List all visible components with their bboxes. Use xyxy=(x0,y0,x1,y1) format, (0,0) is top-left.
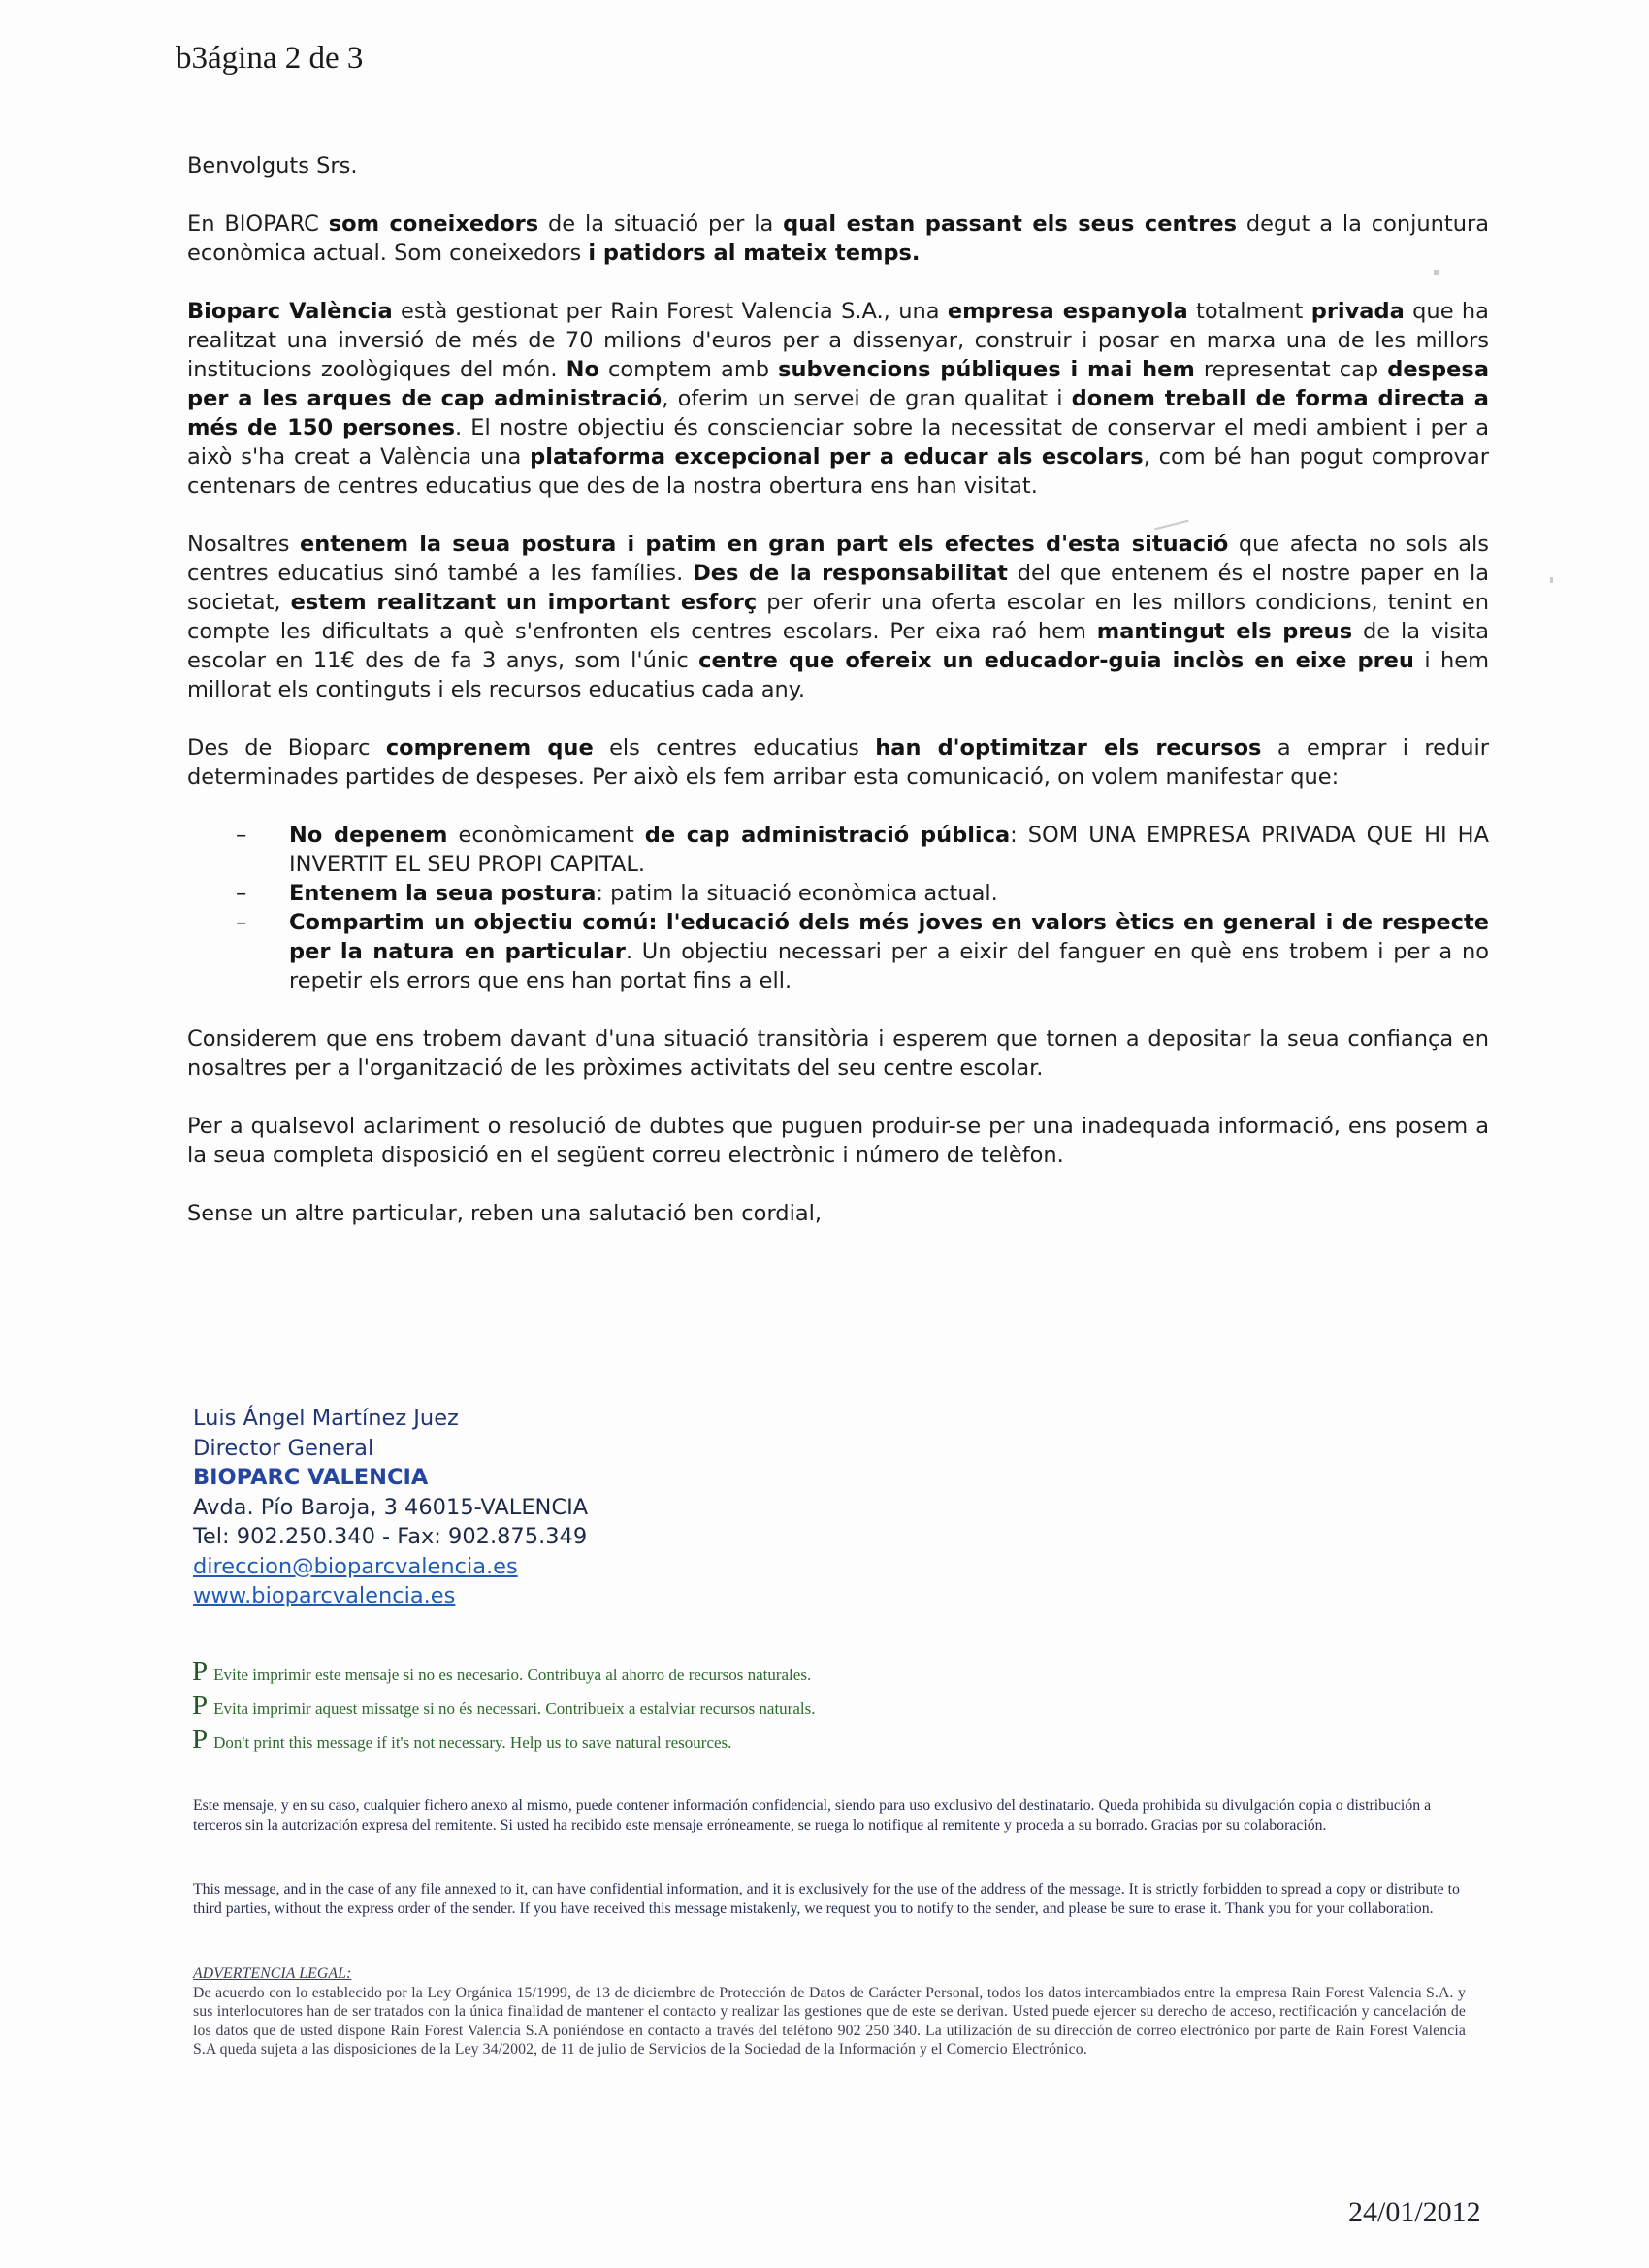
signer-title: Director General xyxy=(193,1435,374,1461)
bold-text-segment: estem realitzant un important esforç xyxy=(290,590,758,615)
text-segment: , com bé han pogut comprovar centenars de centres educatius que des de la nostra obertura ens han visitat. xyxy=(187,444,1490,499)
text-segment: degut a la conjuntura econòmica actual. Som coneixedors xyxy=(187,211,1490,266)
paragraph-contact-offer: Per a qualsevol aclariment o resolució de dubtes que puguen produir-se per una inadequada informació, ens posem a la seua completa disposició en el següent correu electrònic i número de telèfon. xyxy=(187,1114,1489,1168)
list-item xyxy=(187,879,1489,908)
signer-name: Luis Ángel Martínez Juez xyxy=(193,1406,459,1431)
text-segment: : patim la situació econòmica actual. xyxy=(596,881,998,906)
list-item xyxy=(187,908,1489,995)
text-segment: : SOM UNA EMPRESA PRIVADA QUE HI HA INVERTIT EL SEU PROPI CAPITAL. xyxy=(289,823,1489,877)
letter-body xyxy=(187,151,1489,1228)
email-link[interactable]: direccion@bioparcvalencia.es xyxy=(193,1553,518,1579)
bold-text-segment: centre que ofereix un educador-guia inclòs en eixe preu xyxy=(698,648,1414,673)
bold-text-segment: plataforma excepcional per a educar als escolars xyxy=(530,444,1144,470)
document-date: 24/01/2012 xyxy=(1348,2196,1481,2228)
text-segment: els centres educatius xyxy=(593,735,876,761)
text-segment: que ha realitzat una inversió de més de 70 milions d'euros per a dissenyar, construir i posar en marxa una de les millors institucions zoològiques del món. xyxy=(187,299,1489,382)
text-segment: . Un objectiu necessari per a eixir del fanguer en què ens trobem i per a no repetir els errors que ens han portat fins a ell. xyxy=(289,939,1489,993)
text-segment: està gestionat per Rain Forest Valencia S.A., una xyxy=(392,299,948,324)
text-segment: En BIOPARC xyxy=(187,211,329,237)
bold-text-segment: de cap administració pública xyxy=(644,823,1011,848)
eco-print-notice xyxy=(192,1656,815,1758)
list-item-text xyxy=(289,910,1489,993)
dash-bullet-icon: – xyxy=(236,910,247,935)
text-segment: de la visita escolar en 11€ des de fa 3 anys, som l'únic xyxy=(187,619,1489,673)
bold-text-segment: han d'optimitzar els recursos xyxy=(875,735,1262,761)
leaf-icon: P xyxy=(192,1724,209,1755)
text-segment: comptem amb xyxy=(598,357,779,382)
bold-text-segment: Entenem la seua postura xyxy=(289,881,597,906)
text-segment: econòmicament xyxy=(447,823,645,848)
bold-text-segment: Des de la responsabilitat xyxy=(693,561,1008,586)
dash-bullet-icon: – xyxy=(236,881,247,906)
bold-text-segment: Compartim un objectiu comú: l'educació dels més joves en valors ètics en general i de respecte per la natura en particular xyxy=(289,910,1489,964)
confidentiality-notice-spanish: Este mensaje, y en su caso, cualquier fichero anexo al mismo, puede contener información confidencial, siendo para uso exclusivo del destinatario. Queda prohibida su divulgación copia o distribución a terceros sin la autorización expresa del remitente. Si usted ha recibido este mensaje erróneamente, se ruega lo notifique al remitente y proceda a su borrado. Gracias por su colaboración. xyxy=(193,1798,1432,1833)
eco-notice-text: Evite imprimir este mensaje si no es necesario. Contribuya al ahorro de recursos naturales. xyxy=(213,1666,812,1684)
eco-notice-spanish xyxy=(192,1656,815,1690)
company-address: Avda. Pío Baroja, 3 46015-VALENCIA xyxy=(193,1494,589,1520)
scan-speck xyxy=(1550,577,1553,583)
legal-warning-title: ADVERTENCIA LEGAL: xyxy=(193,1965,352,1982)
bold-text-segment: despesa per a les arques de cap administració xyxy=(187,357,1489,411)
dash-bullet-icon: – xyxy=(236,823,247,848)
company-phone-fax: Tel: 902.250.340 - Fax: 902.875.349 xyxy=(193,1524,588,1549)
eco-notice-catalan xyxy=(192,1690,815,1724)
list-item xyxy=(187,821,1489,879)
bold-text-segment: som coneixedors xyxy=(328,211,539,237)
text-segment: Nosaltres xyxy=(187,532,301,557)
text-segment: i hem millorat els continguts i els recursos educatius cada any. xyxy=(187,648,1489,702)
leaf-icon: P xyxy=(192,1690,209,1721)
page-number-header: b3ágina 2 de 3 xyxy=(176,41,364,76)
eco-notice-text: Evita imprimir aquest missatge si no és necessari. Contribueix a estalviar recursos naturals. xyxy=(213,1700,816,1718)
eco-notice-text: Don't print this message if it's not necessary. Help us to save natural resources. xyxy=(213,1733,732,1752)
text-segment: . El nostre objectiu és conscienciar sobre la necessitat de conservar el medi ambient i per a això s'ha creat a València una xyxy=(187,415,1489,470)
bold-text-segment: qual estan passant els seus centres xyxy=(783,211,1237,237)
bold-text-segment: mantingut els preus xyxy=(1096,619,1353,644)
statement-list xyxy=(187,821,1489,995)
text-segment: del que entenem és el nostre paper en la societat, xyxy=(187,561,1489,615)
text-segment: Des de Bioparc xyxy=(187,735,386,761)
leaf-icon: P xyxy=(192,1656,209,1687)
website-link[interactable]: www.bioparcvalencia.es xyxy=(193,1583,456,1608)
confidentiality-notice-english: This message, and in the case of any file annexed to it, can have confidential information, and it is exclusively for the use of the address of the message. It is strictly forbidden to spread a copy or distribute to third parties, without the express order of the sender. If you have received this message mistakenly, we request you to notify to the sender, and please be sure to erase it. Thank you for your collaboration. xyxy=(193,1881,1460,1917)
text-segment: , oferim un servei de gran qualitat i xyxy=(662,386,1072,411)
paragraph-optimize-resources xyxy=(187,733,1489,792)
text-segment: de la situació per la xyxy=(538,211,784,237)
bold-text-segment: No xyxy=(566,357,599,382)
text-segment: per oferir una oferta escolar en les millors condicions, tenint en compte les dificultats a què s'enfronten els centres escolars. Per eixa raó hem xyxy=(187,590,1489,644)
scan-speck xyxy=(1434,270,1439,275)
text-segment: a emprar i reduir determinades partides de despeses. Per això els fem arribar esta comunicació, on volem manifestar que: xyxy=(187,735,1489,790)
paragraph-about-bioparc xyxy=(187,297,1489,501)
list-item-text xyxy=(289,823,1489,877)
list-item-text xyxy=(289,881,998,906)
bold-text-segment: empresa espanyola xyxy=(947,299,1188,324)
signature-block xyxy=(193,1404,588,1611)
paragraph-situation xyxy=(187,210,1489,268)
bold-text-segment: entenem la seua postura i patim en gran part els efectes d'esta situació xyxy=(300,532,1229,557)
text-segment: representat cap xyxy=(1194,357,1388,382)
closing-salutation: Sense un altre particular, reben una salutació ben cordial, xyxy=(187,1201,823,1226)
paragraph-our-stance xyxy=(187,530,1489,704)
bold-text-segment: privada xyxy=(1310,299,1405,324)
bold-text-segment: subvencions públiques i mai hem xyxy=(778,357,1195,382)
greeting: Benvolguts Srs. xyxy=(187,153,358,178)
paragraph-transitory-situation: Considerem que ens trobem davant d'una situació transitòria i esperem que tornen a depositar la seua confiança en nosaltres per a l'organització de les pròximes activitats del seu centre escolar. xyxy=(187,1026,1489,1081)
bold-text-segment: donem treball de forma directa a més de 150 persones xyxy=(187,386,1489,440)
eco-notice-english xyxy=(192,1724,815,1758)
text-segment: que afecta no sols als centres educatius sinó també a les famílies. xyxy=(187,532,1489,586)
company-name: BIOPARC VALENCIA xyxy=(193,1465,429,1490)
bold-text-segment: Bioparc València xyxy=(187,299,393,324)
bold-text-segment: i patidors al mateix temps. xyxy=(588,241,921,266)
legal-warning-text: De acuerdo con lo establecido por la Ley Orgánica 15/1999, de 13 de diciembre de Protección de Datos de Carácter Personal, todos los datos intercambiados entre la empresa Rain Forest Valencia S.A. y sus interlocutores han de ser tratados con la única finalidad de mantener el contacto y realizar las gestiones que de este se derivan. Usted puede ejercer su derecho de acceso, rectificación y cancelación de los datos que de usted dispone Rain Forest Valencia S.A poniéndose en contacto a través del teléfono 902 250 340. La utilización de su dirección de correo electrónico por parte de Rain Forest Valencia S.A queda sujeta a las disposiciones de la Ley 34/2002, de 11 de julio de Servicios de la Sociedad de la Información y el Comercio Electrónico. xyxy=(193,1984,1466,2057)
text-segment: totalment xyxy=(1187,299,1311,324)
bold-text-segment: comprenem que xyxy=(385,735,594,761)
bold-text-segment: No depenem xyxy=(289,823,448,848)
legal-warning xyxy=(193,1964,1466,2059)
